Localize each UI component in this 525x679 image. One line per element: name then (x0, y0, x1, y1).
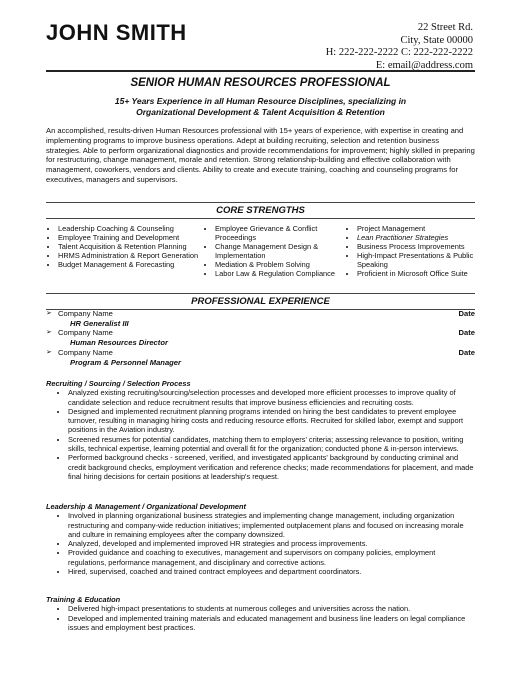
summary-paragraph: An accomplished, results-driven Human Resources professional with 15+ years of experience, with expertise in creating and implementing programs to improve business operations. Adept at building recruiting, selection and retention business strategies. Able to perform organizational diagnostics and provide recommendations for improvement; highly skilled in preparing for restructuring, change management, morale and retention. Strong relationship-building and effective collaboration with management, coworkers, vendors and clients. Ability to create and execute training, coaching and counseling programs for executives, managers and supervisors. (46, 126, 475, 184)
bullet-item: • Performed background checks - screened, verified, and investigated applicants' background by conducting criminal and credit background checks, employment verification and reference checks; made recommendations for placement, and made final hiring decisions for certain positions at leadership's request. (68, 453, 475, 481)
section-rule (46, 202, 475, 203)
date-label: Date (458, 309, 475, 318)
training-section (46, 595, 475, 632)
bullet-item: • Screened resumes for potential candidates, matching them to employers' criteria; assessing relevance to position, writing skills, technical expertise, learning potential and overall fit for the organization; conducted phone & in-person interviews. (68, 435, 475, 454)
bullet-item: • Developed and implemented training materials and educated management and business line leaders on legal compliance issues and employment best practices. (68, 614, 475, 633)
experience-heading: PROFESSIONAL EXPERIENCE (191, 296, 330, 307)
strengths-column-2 (203, 224, 343, 279)
bullet-item: • Designed and implemented recruitment planning programs intended on hiring the best candidates to prevent employee turnover, resulting in managing hiring costs and reducing resource efforts. Recruited for skilled labor, exempt and support positions in the Aviation industry. (68, 407, 475, 435)
candidate-name: JOHN SMITH (46, 20, 187, 45)
header-rule (46, 70, 475, 72)
email-line: E: email@address.com (375, 59, 473, 71)
resume-title: SENIOR HUMAN RESOURCES PROFESSIONAL (130, 77, 391, 89)
strength-item: • Employee Grievance & Conflict Proceedings (215, 224, 343, 242)
resume-subtitle: 15+ Years Experience in all Human Resource Disciplines, specializing in Organizational Development & Talent Acquisition & Retention (114, 96, 407, 117)
section-rule (46, 293, 475, 294)
strength-item: • Business Process Improvements (357, 242, 480, 251)
job-role: Program & Personnel Manager (70, 357, 181, 367)
bullet-item: • Hired, supervised, coached and trained contract employees and department coordinators. (68, 567, 475, 576)
company-name: Company Name (58, 347, 113, 357)
strength-item: • Lean Practitioner Strategies (357, 233, 480, 242)
strength-item: • Mediation & Problem Solving (215, 260, 343, 269)
bullet-item: • Involved in planning organizational business strategies and implementing change management, including organization restructuring and company-wide reduction initiatives; implemented outplacement plans and focused on increasing morale and culture in remaining employees after the company downsized. (68, 511, 475, 539)
strength-item: • Budget Management & Forecasting (58, 260, 206, 269)
date-label: Date (458, 328, 475, 338)
recruiting-heading: Recruiting / Sourcing / Selection Process (46, 379, 191, 388)
strength-item: • Leadership Coaching & Counseling (58, 224, 206, 233)
leadership-section (46, 502, 475, 576)
bullet-item: • Analyzed, developed and implemented improved HR strategies and process improvements. (68, 539, 475, 548)
experience-entry (46, 328, 475, 338)
strength-item: • Labor Law & Regulation Compliance (215, 269, 343, 278)
bullet-item: • Provided guidance and coaching to executives, management and supervisors on company policies, employment regulations, performance management, and disciplinary and corrective actions. (68, 548, 475, 567)
contact-block (326, 22, 473, 72)
bullet-item: • Analyzed existing recruiting/sourcing/selection processes and developed more efficient processes to improve quality of candidate selection and reduce recruitment results that improve business efficiencies and recruiting costs. (68, 388, 475, 407)
company-name: Company Name (58, 309, 113, 318)
strength-item: • Proficient in Microsoft Office Suite (357, 269, 480, 278)
phone-line: H: 222-222-2222 C: 222-222-2222 (325, 47, 473, 58)
strength-item: • Change Management Design & Implementation (215, 242, 343, 260)
city-line: City, State 00000 (400, 34, 473, 46)
strengths-column-3 (345, 224, 480, 279)
core-strengths-heading: CORE STRENGTHS (216, 205, 305, 216)
experience-entry (46, 309, 475, 319)
leadership-heading: Leadership & Management / Organizational Development (46, 502, 246, 511)
arrow-icon: ➢ (46, 310, 52, 317)
strength-item: • High-Impact Presentations & Public Speaking (357, 251, 480, 269)
strength-item: • Employee Training and Development (58, 233, 206, 242)
job-role: HR Generalist III (70, 318, 129, 328)
section-rule (46, 218, 475, 219)
recruiting-section (46, 379, 475, 481)
strength-item: • Project Management (357, 224, 480, 233)
arrow-icon: ➢ (46, 329, 52, 337)
experience-entry (46, 348, 475, 358)
strength-item: • Talent Acquisition & Retention Planning (58, 242, 206, 251)
bullet-item: • Delivered high-impact presentations to students at numerous colleges and universities across the nation. (68, 604, 475, 613)
training-heading: Training & Education (46, 595, 121, 604)
arrow-icon: ➢ (46, 348, 52, 356)
address-line: 22 Street Rd. (417, 22, 473, 33)
strength-item: • HRMS Administration & Report Generation (58, 251, 206, 260)
job-role: Human Resources Director (70, 338, 168, 348)
company-name: Company Name (58, 328, 113, 338)
date-label: Date (458, 347, 475, 357)
experience-list (46, 309, 475, 367)
strengths-column-1 (46, 224, 206, 269)
